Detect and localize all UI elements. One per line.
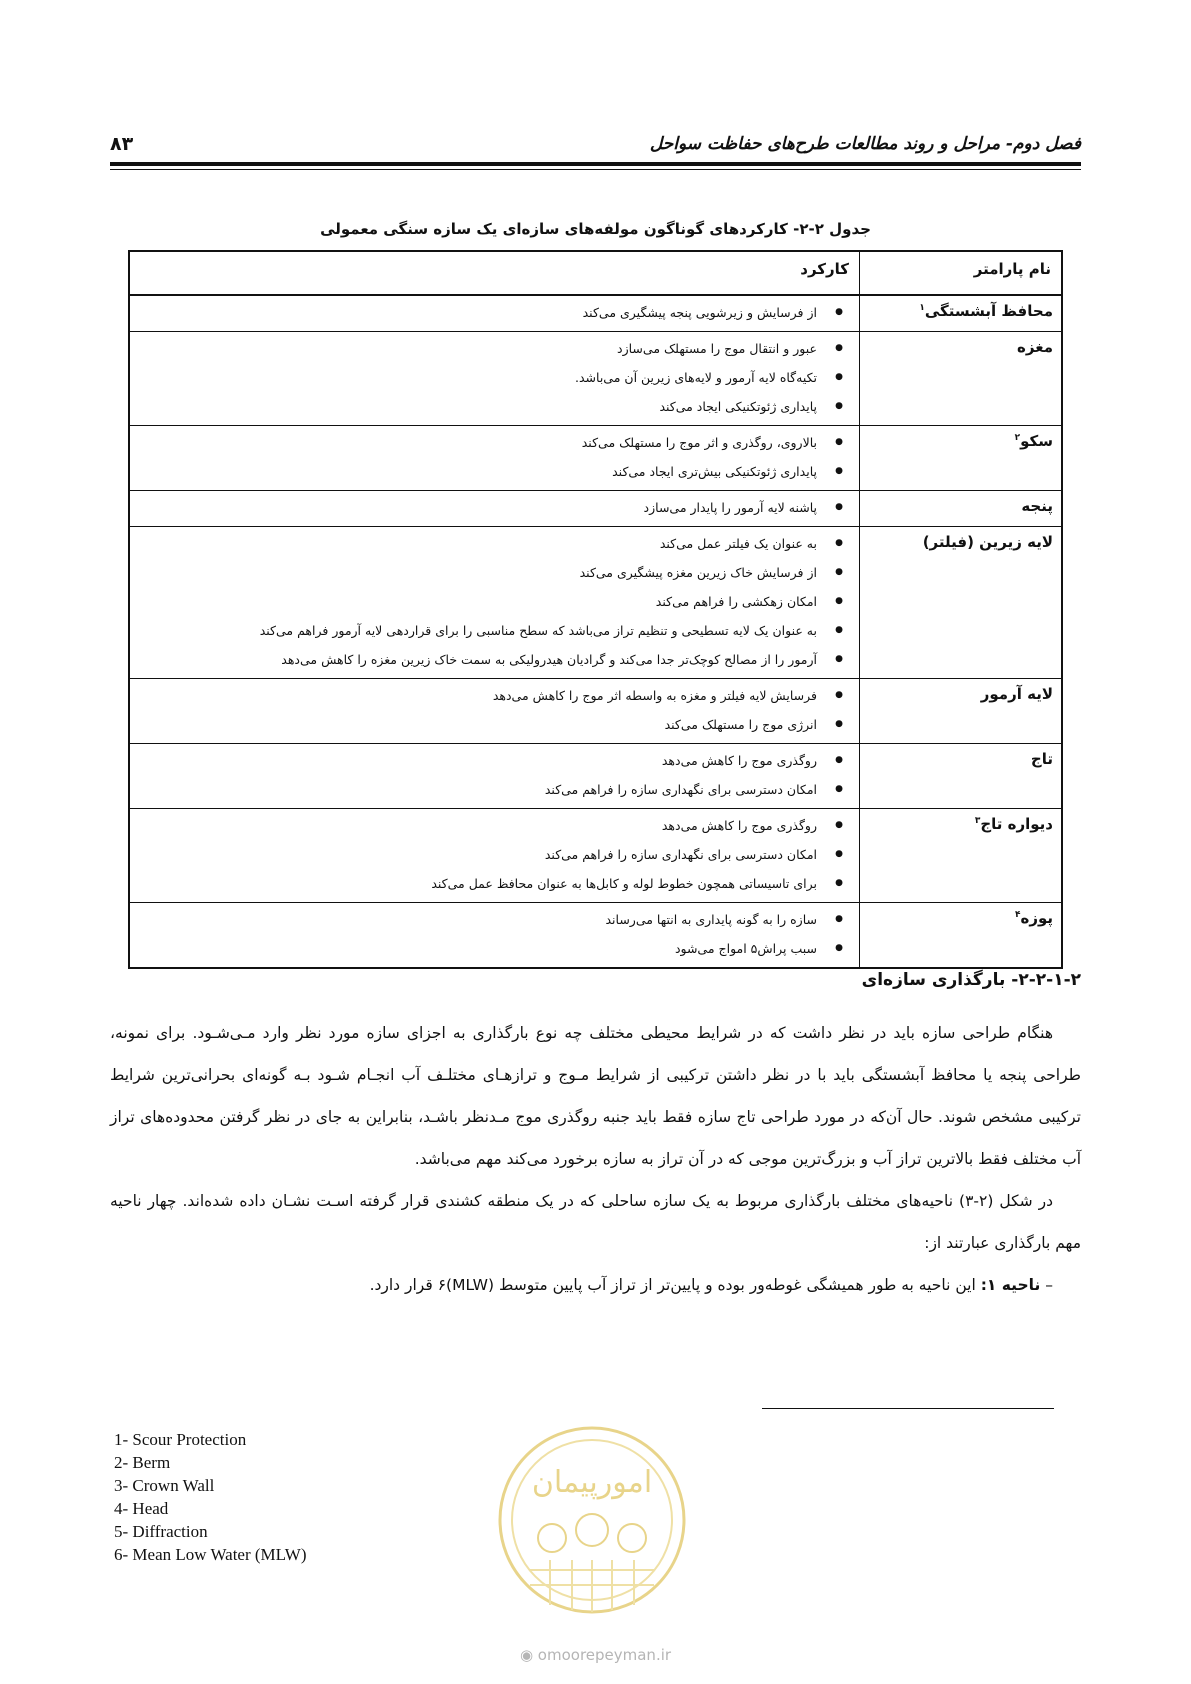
function-item: ● از فرسایش و زیرشویی پنجه پیشگیری می‌کند <box>140 298 849 327</box>
param-name: تاج <box>1030 750 1053 768</box>
function-list <box>140 493 849 522</box>
function-cell <box>129 295 860 332</box>
body-text <box>110 1012 1081 1306</box>
function-list <box>140 746 849 804</box>
table-row <box>129 809 1062 903</box>
function-cell <box>129 332 860 426</box>
function-cell <box>129 679 860 744</box>
function-cell <box>129 426 860 491</box>
function-item: ● امکان دسترسی برای نگهداری سازه را فراهم می‌کند <box>140 840 849 869</box>
footnote: 3- Crown Wall <box>114 1476 215 1495</box>
zone-item-label: ناحیه ۱: <box>980 1276 1041 1294</box>
function-list <box>140 334 849 421</box>
watermark-url: omoorepeyman.ir <box>537 1646 672 1664</box>
zone-item: – ناحیه ۱: این ناحیه به طور همیشگی غوطه‌ور بوده و پایین‌تر از تراز آب پایین متوسط (MLW)۶ قرار دارد. <box>369 1276 1053 1294</box>
table-row <box>129 426 1062 491</box>
param-name: مغزه <box>1017 338 1053 356</box>
param-name-cell <box>860 903 1063 969</box>
footnote: 2- Berm <box>114 1453 171 1472</box>
param-name: لایه زیرین (فیلتر) <box>922 533 1053 551</box>
function-item: ● پایداری ژئوتکنیکی بیش‌تری ایجاد می‌کند <box>140 457 849 486</box>
function-cell <box>129 809 860 903</box>
column-header-param: نام پارامتر <box>860 251 1063 295</box>
footnote-marker: ۲ <box>1014 433 1021 443</box>
function-list <box>140 428 849 486</box>
param-name: لایه آرمور <box>980 685 1053 703</box>
watermark: ◉ omoorepeyman.ir <box>519 1646 672 1664</box>
param-name-cell <box>860 332 1063 426</box>
paragraph: هنگام طراحی سازه باید در نظر داشت که در شرایط محیطی مختلف چه نوع بارگذاری به اجزای سازه مورد نظر وارد مـی‌شـود. برای نمونه، طراحی پنجه یا محافظ آبشستگی باید با در نظر داشتن ترکیبی از شرایط مـوج و ترازهـای مختلـف آب انجـام شـود بـه گونه‌ای بحرانی‌ترین شرایط ترکیبی مشخص شوند. حال آن‌که در مورد طراحی تاج سازه فقط باید جنبه روگذری موج مـدنظر باشـد، بنابراین به جای در نظر گرفتن محدوده‌های تراز آب مختلف فقط بالاترین تراز آب و بزرگ‌ترین موجی که در آن تراز به سازه برخورد می‌کند مهم می‌باشد. <box>110 1024 1081 1168</box>
footnote: 6- Mean Low Water (MLW) <box>114 1545 307 1564</box>
page-number: ۸۳ <box>110 133 134 155</box>
footnote-separator <box>762 1408 1054 1409</box>
param-name-cell <box>860 527 1063 679</box>
param-name: سکو <box>1020 432 1053 450</box>
param-name: پنجه <box>1021 497 1053 515</box>
table-row <box>129 491 1062 527</box>
chapter-title: فصل دوم- مراحل و روند مطالعات طرح‌های حفاظت سواحل <box>649 134 1081 154</box>
function-item: ● پاشنه لایه آرمور را پایدار می‌سازد <box>140 493 849 522</box>
function-item: ● آرمور را از مصالح کوچک‌تر جدا می‌کند و گرادیان هیدرولیکی به سمت خاک زیرین مغزه را کاهش می‌دهد <box>140 645 849 674</box>
column-header-function: کارکرد <box>129 251 860 295</box>
footnote: 4- Head <box>114 1499 169 1518</box>
running-header <box>110 128 1081 160</box>
function-item: ● بالاروی، روگذری و اثر موج را مستهلک می‌کند <box>140 428 849 457</box>
function-item: ● عبور و انتقال موج را مستهلک می‌سازد <box>140 334 849 363</box>
function-cell <box>129 491 860 527</box>
param-name-cell <box>860 426 1063 491</box>
table-row <box>129 332 1062 426</box>
function-list <box>140 811 849 898</box>
function-item: ● روگذری موج را کاهش می‌دهد <box>140 811 849 840</box>
function-item: ● امکان دسترسی برای نگهداری سازه را فراهم می‌کند <box>140 775 849 804</box>
param-name-cell <box>860 809 1063 903</box>
function-cell <box>129 527 860 679</box>
function-item: ● پایداری ژئوتکنیکی ایجاد می‌کند <box>140 392 849 421</box>
param-name: محافظ آبشستگی <box>924 302 1053 320</box>
param-name-cell <box>860 491 1063 527</box>
function-list <box>140 529 849 674</box>
paragraph: در شکل (۲-۳) ناحیه‌های مختلف بارگذاری مربوط به یک سازه ساحلی که در یک منطقه کشندی قرار گرفته اسـت نشـان داده شده‌اند. چهار ناحیه مهم بارگذاری عبارتند از: <box>110 1192 1081 1252</box>
structure-components-table <box>128 250 1063 969</box>
footnote-marker: ۱ <box>919 303 925 313</box>
header-rule-thin <box>110 169 1081 170</box>
function-item: ● به عنوان یک لایه تسطیحی و تنظیم تراز می‌باشد که سطح مناسبی را برای قراردهی لایه آرمور فراهم می‌کند <box>140 616 849 645</box>
stamp-text: امورپیمان <box>531 1465 653 1500</box>
function-list <box>140 905 849 963</box>
function-item: ● فرسایش لایه فیلتر و مغزه به واسطه اثر موج را کاهش می‌دهد <box>140 681 849 710</box>
section-heading: ۲-۲-۱-۲- بارگذاری سازه‌ای <box>861 970 1081 990</box>
function-item: ● برای تاسیساتی همچون خطوط لوله و کابل‌ها به عنوان محافظ عمل می‌کند <box>140 869 849 898</box>
param-name: پوزه <box>1020 909 1053 927</box>
param-name-cell <box>860 295 1063 332</box>
function-item: ● روگذری موج را کاهش می‌دهد <box>140 746 849 775</box>
table-row <box>129 679 1062 744</box>
function-list <box>140 298 849 327</box>
footnote-marker: ۳ <box>974 816 981 826</box>
table-body <box>129 295 1062 968</box>
function-item: ● انرژی موج را مستهلک می‌کند <box>140 710 849 739</box>
param-name-cell <box>860 744 1063 809</box>
table-row <box>129 903 1062 969</box>
function-item: ● تکیه‌گاه لایه آرمور و لایه‌های زیرین آن می‌باشد. <box>140 363 849 392</box>
function-cell <box>129 903 860 969</box>
table-caption: جدول ۲-۲- کارکردهای گوناگون مولفه‌های سازه‌ای یک سازه سنگی معمولی <box>320 220 871 238</box>
table-row <box>129 527 1062 679</box>
function-item: ● سازه را به گونه پایداری به انتها می‌رساند <box>140 905 849 934</box>
function-item: ● امکان زهکشی را فراهم می‌کند <box>140 587 849 616</box>
footnote: 1- Scour Protection <box>114 1430 247 1449</box>
param-name: دیواره تاج <box>980 815 1053 833</box>
function-item: ● به عنوان یک فیلتر عمل می‌کند <box>140 529 849 558</box>
footnote: 5- Diffraction <box>114 1522 208 1541</box>
table-row <box>129 744 1062 809</box>
function-item: ● سبب پراش۵ امواج می‌شود <box>140 934 849 963</box>
table-row <box>129 295 1062 332</box>
function-list <box>140 681 849 739</box>
header-rule-thick <box>110 162 1081 166</box>
param-name-cell <box>860 679 1063 744</box>
function-cell <box>129 744 860 809</box>
footnote-marker: ۴ <box>1014 910 1021 920</box>
zone-item-text: این ناحیه به طور همیشگی غوطه‌ور بوده و پایین‌تر از تراز آب پایین متوسط (MLW)۶ قرار دارد. <box>369 1276 976 1294</box>
table-header-row <box>129 251 1062 295</box>
function-item: ● از فرسایش خاک زیرین مغزه پیشگیری می‌کند <box>140 558 849 587</box>
footnotes <box>114 1428 307 1566</box>
publisher-stamp-logo <box>490 1420 695 1635</box>
